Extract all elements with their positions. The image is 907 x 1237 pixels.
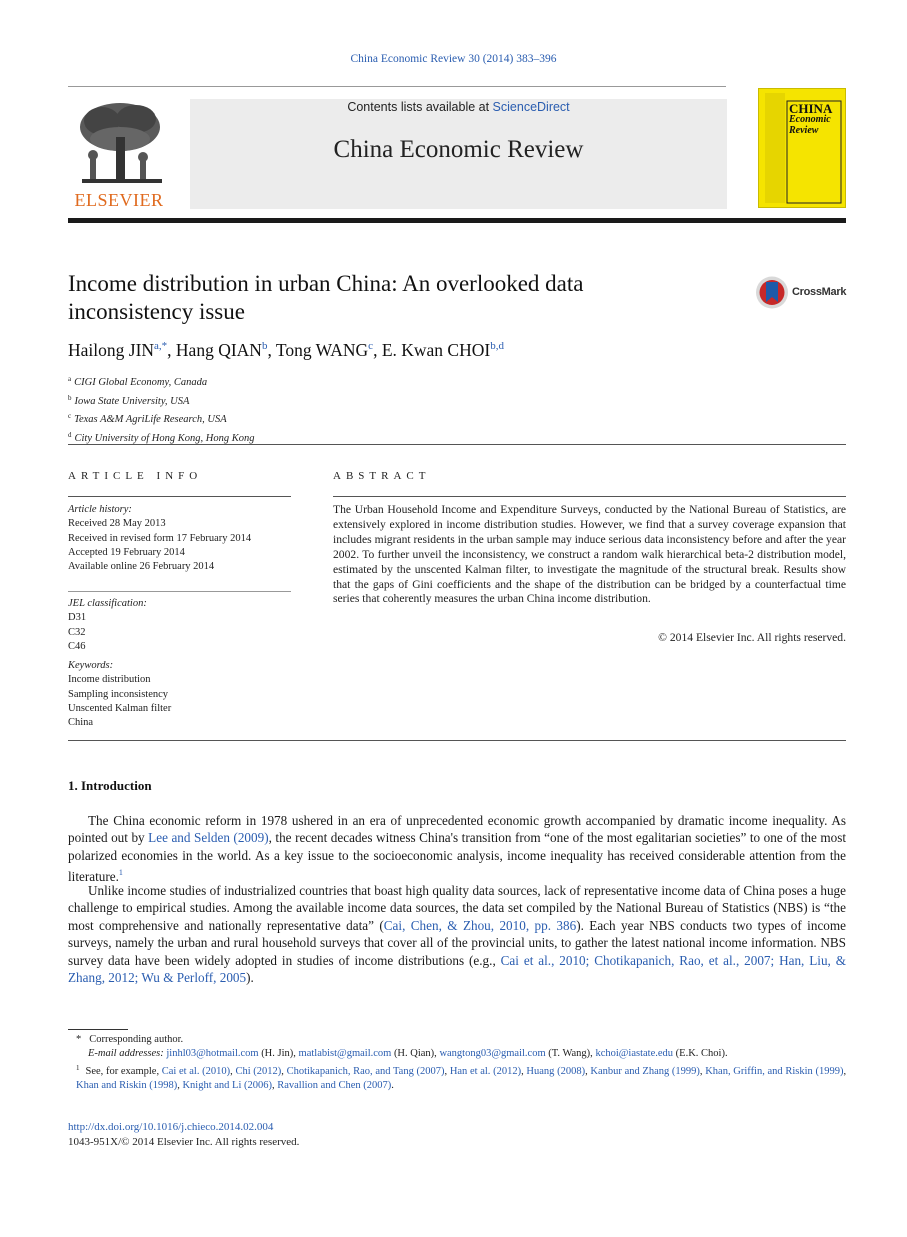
cover-title-line: Economic [789, 114, 831, 125]
jel-classification [68, 597, 291, 654]
author-name: Tong WANG [275, 340, 369, 360]
history-item: Received 28 May 2013 [68, 518, 166, 530]
keyword-item: Sampling inconsistency [68, 688, 169, 700]
keyword-item: Income distribution [68, 674, 151, 686]
author-name: E. Kwan CHOI [381, 340, 491, 360]
author-affiliation-marker[interactable]: a,* [154, 340, 168, 352]
reference-link[interactable]: Khan, Griffin, and Riskin (1999) [705, 1066, 844, 1077]
abstract-copyright: © 2014 Elsevier Inc. All rights reserved. [658, 631, 846, 644]
footnote-corresponding-author [68, 1033, 846, 1047]
email-owner: (T. Wang), [545, 1048, 596, 1059]
reference-separator: , [230, 1066, 236, 1077]
author-name: Hailong JIN [68, 340, 155, 360]
contents-prefix: Contents lists available at [347, 100, 493, 114]
footnote-mark: * [76, 1034, 82, 1045]
email-link[interactable]: jinhl03@hotmail.com [166, 1048, 259, 1059]
jel-code: C32 [68, 626, 86, 638]
masthead-thick-rule [68, 218, 846, 223]
author-separator: , [267, 340, 276, 360]
para-text: , the recent decades witness China's transition from “one of the most egalitarian societies” to one of the most polarized economies in the world. As a key issue to the socioeconomic analysis, income inequality has received considerable attention from the literature. [68, 830, 846, 885]
affiliation-mark: b [68, 393, 72, 402]
body-paragraph [68, 812, 846, 886]
history-label: Article history: [68, 504, 132, 515]
footnote-rule [68, 1029, 128, 1030]
header-rule [68, 86, 726, 87]
keywords [68, 659, 291, 730]
issn-copyright: 1043-951X/© 2014 Elsevier Inc. All rights reserved. [68, 1136, 300, 1148]
footnote-emails [68, 1047, 846, 1061]
affiliation-mark: d [68, 430, 72, 439]
reference-separator: , [585, 1066, 591, 1077]
elsevier-wordmark: ELSEVIER [74, 190, 164, 210]
affiliation-text: Texas A&M AgriLife Research, USA [74, 414, 227, 425]
affiliation-text: CIGI Global Economy, Canada [74, 377, 208, 388]
footnote-1 [68, 1061, 846, 1094]
email-list [166, 1048, 727, 1059]
article-info-heading: ARTICLE INFO [68, 470, 203, 482]
author-separator: , [167, 340, 176, 360]
affiliation-mark: c [68, 412, 72, 420]
abstract-rule [333, 496, 846, 497]
footnote-marker[interactable]: 1 [118, 868, 123, 878]
crossmark-icon[interactable] [755, 276, 790, 309]
reference-link[interactable]: Han et al. (2012) [449, 1066, 522, 1077]
affiliation-mark: a [68, 375, 72, 383]
author-name: Hang QIAN [175, 340, 262, 360]
reference-link[interactable]: Chotikapanich, Rao, and Tang (2007) [286, 1066, 445, 1077]
doi-link[interactable]: http://dx.doi.org/10.1016/j.chieco.2014.02.004 [68, 1121, 274, 1133]
author-list [68, 340, 504, 361]
para-text: ). [246, 970, 254, 986]
footnote-text: Corresponding author. [89, 1034, 184, 1045]
jel-list [68, 611, 291, 654]
author-separator: , [373, 340, 382, 360]
footnote-text: See, for example, [85, 1066, 162, 1077]
author-affiliation-marker[interactable]: b [261, 340, 268, 352]
citation-link[interactable]: Lee and Selden (2009) [148, 830, 269, 846]
section-rule [68, 740, 846, 741]
email-link[interactable]: matlabist@gmail.com [298, 1048, 392, 1059]
history-list [68, 517, 291, 574]
affiliation-text: Iowa State University, USA [74, 395, 190, 407]
author-affiliation-marker[interactable]: b,d [490, 340, 504, 352]
journal-name: China Economic Review [333, 136, 584, 163]
keyword-item: Unscented Kalman filter [68, 702, 172, 714]
reference-link[interactable]: Knight and Li (2006) [182, 1080, 272, 1092]
jel-code: C46 [68, 640, 86, 652]
section-heading-introduction: 1. Introduction [68, 778, 152, 793]
email-owner: (H. Jin), [258, 1048, 299, 1059]
article-title: Income distribution in urban China: An overlooked data inconsistency issue [68, 271, 584, 324]
reference-separator: , [271, 1080, 278, 1092]
affiliation-item [68, 391, 254, 410]
crossmark-label[interactable]: CrossMark [792, 286, 847, 298]
article-info-divider [68, 591, 291, 592]
reference-separator: , [444, 1066, 450, 1077]
affiliation-list [68, 372, 254, 446]
section-rule [68, 444, 846, 445]
para-text: ). Each year NBS conducts two types of income surveys, namely the urban and rural household surveys that cover all of the provincial units, to gather the latest national income information. NBS survey data have been widely adopted in studies of income distributions (e.g., [68, 917, 846, 968]
footnote-reference-list [76, 1066, 846, 1091]
journal-citation-link[interactable]: China Economic Review 30 (2014) 383–396 [350, 53, 557, 65]
reference-separator: , [281, 1066, 287, 1077]
keyword-item: China [68, 717, 94, 729]
footnote-mark: 1 [76, 1064, 80, 1072]
citation-link[interactable]: Cai, Chen, & Zhou, 2010, pp. 386 [383, 917, 577, 933]
email-owner: (E.K. Choi). [673, 1048, 728, 1059]
email-label: E-mail addresses: [88, 1048, 164, 1059]
reference-link[interactable]: Huang (2008) [526, 1066, 586, 1077]
history-item: Received in revised form 17 February 2014 [68, 532, 252, 544]
affiliation-item [68, 409, 254, 428]
reference-separator: , [521, 1066, 527, 1077]
body-paragraph [68, 882, 846, 986]
cover-title-line: CHINA [789, 101, 833, 116]
contents-line [190, 100, 727, 114]
reference-link[interactable]: Kanbur and Zhang (1999) [590, 1066, 700, 1077]
reference-separator: , [843, 1066, 847, 1077]
reference-link[interactable]: Khan and Riskin (1998) [76, 1080, 178, 1092]
keywords-list [68, 673, 291, 730]
history-item: Accepted 19 February 2014 [68, 546, 185, 558]
cover-title-line: Review [789, 125, 819, 136]
sciencedirect-link[interactable]: ScienceDirect [492, 100, 570, 114]
reference-link[interactable]: Chi (2012) [235, 1066, 282, 1077]
email-owner: (H. Qian), [391, 1048, 440, 1059]
article-history [68, 503, 291, 574]
author-affiliation-marker[interactable]: c [368, 340, 374, 352]
para-text: The China economic reform in 1978 ushered in an era of unprecedented economic growth accompanied by dramatic income inequality. As pointed out by [68, 813, 846, 846]
abstract-text: The Urban Household Income and Expenditure Surveys, conducted by the National Bureau of Statistics, are extensively explored in income distribution studies. However, we find that a survey coverage expansion that includes migrant residents in the urban sample may induce serious data inconsistency before and after the year 2002. To further unveil the inconsistency, we construct a random walk hierarchical beta-2 distribution model, estimated by the unscented Kalman filter, to investigate the magnitude of the structural break. Results show that the gaps of Gini coefficients and the shape of the distribution can be bridged by a counterfactual time series that coherently measures the urban China income distribution. [333, 503, 846, 606]
history-item: Available online 26 February 2014 [68, 561, 215, 573]
jel-code: D31 [68, 612, 87, 624]
reference-link[interactable]: Cai et al. (2010) [161, 1066, 231, 1077]
article-info-rule [68, 496, 291, 497]
citation-link[interactable]: Cai et al., 2010; Chotikapanich, Rao, et al., 2007; Han, Liu, & Zhang, 2012; Wu & Perloff, 2005 [68, 952, 846, 986]
reference-separator: , [699, 1066, 706, 1077]
abstract-heading: ABSTRACT [333, 470, 431, 482]
affiliation-text: City University of Hong Kong, Hong Kong [74, 432, 255, 444]
jel-label: JEL classification: [68, 598, 147, 609]
keywords-label: Keywords: [68, 660, 114, 671]
affiliation-item [68, 372, 254, 391]
reference-link[interactable]: Ravallion and Chen (2007) [277, 1080, 392, 1092]
email-link[interactable]: wangtong03@gmail.com [439, 1048, 546, 1059]
reference-separator: . [391, 1080, 394, 1092]
email-link[interactable]: kchoi@iastate.edu [595, 1048, 674, 1059]
para-text: Unlike income studies of industrialized countries that boast high quality data sources, lack of representative income data of China poses a huge challenge to empirical studies. Among the available income data sources, the data set compiled by the National Bureau of Statistics (NBS) is “the most comprehensive and nationally representative data” ( [68, 883, 846, 933]
cover-title [789, 103, 832, 136]
reference-separator: , [177, 1080, 183, 1092]
